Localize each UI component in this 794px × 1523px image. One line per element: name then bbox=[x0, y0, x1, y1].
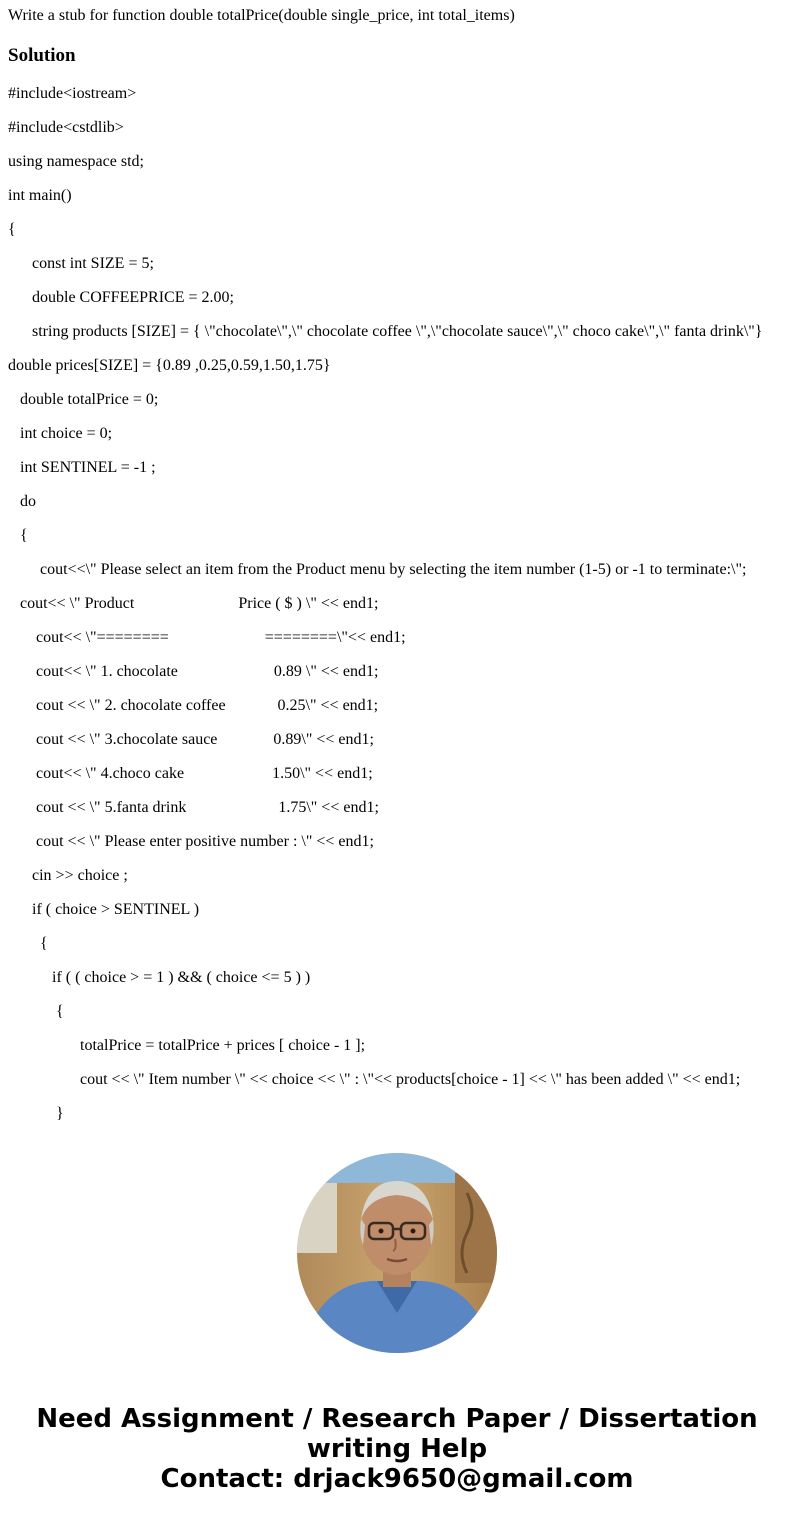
code-line: totalPrice = totalPrice + prices [ choice - 1 ]; bbox=[80, 1037, 366, 1054]
code-line: cout<< \" 1. chocolate 0.89 \" << end1; bbox=[36, 663, 379, 680]
code-line: cout<<\" Please select an item from the Product menu by selecting the item number (1-5) or -1 to terminate:\"; bbox=[40, 561, 747, 578]
banner-line: Need Assignment / Research Paper / Dissertation bbox=[36, 1404, 758, 1434]
solution-heading: Solution bbox=[8, 45, 76, 66]
code-line: double COFFEEPRICE = 2.00; bbox=[32, 289, 234, 306]
code-line: cout << \" Item number \" << choice << \" : \"<< products[choice - 1] << \" has been added \" << end1; bbox=[80, 1071, 741, 1088]
code-line: #include<cstdlib> bbox=[8, 119, 124, 136]
code-line: } bbox=[56, 1105, 64, 1122]
question-text: Write a stub for function double totalPrice(double single_price, int total_items) bbox=[8, 7, 515, 24]
code-line: cout<< \"======== ========\"<< end1; bbox=[36, 629, 406, 646]
code-line: using namespace std; bbox=[8, 153, 144, 170]
code-line: int choice = 0; bbox=[20, 425, 113, 442]
code-line: double totalPrice = 0; bbox=[20, 391, 159, 408]
code-line: { bbox=[40, 935, 48, 952]
author-avatar bbox=[297, 1153, 497, 1353]
code-line: #include<iostream> bbox=[8, 85, 137, 102]
author-portrait bbox=[297, 1153, 497, 1353]
code-line: double prices[SIZE] = {0.89 ,0.25,0.59,1.50,1.75} bbox=[8, 357, 331, 374]
code-line: { bbox=[8, 221, 16, 238]
code-line: cin >> choice ; bbox=[32, 867, 128, 884]
code-line: int main() bbox=[8, 187, 72, 204]
code-line: cout<< \" 4.choco cake 1.50\" << end1; bbox=[36, 765, 373, 782]
code-line: { bbox=[20, 527, 28, 544]
code-line: do bbox=[20, 493, 36, 510]
code-line: if ( ( choice > = 1 ) && ( choice <= 5 ) ) bbox=[52, 969, 311, 986]
code-line: if ( choice > SENTINEL ) bbox=[32, 901, 200, 918]
code-line: cout << \" 3.chocolate sauce 0.89\" << end1; bbox=[36, 731, 374, 748]
code-line: string products [SIZE] = { \"chocolate\",\" chocolate coffee \",\"chocolate sauce\",\" choco cake\",\" fanta drink\"} bbox=[32, 323, 763, 340]
code-line: cout << \" 5.fanta drink 1.75\" << end1; bbox=[36, 799, 379, 816]
banner-line: writing Help bbox=[306, 1434, 488, 1464]
code-line: { bbox=[56, 1003, 64, 1020]
code-line: const int SIZE = 5; bbox=[32, 255, 154, 272]
contact-email: Contact: drjack9650@gmail.com bbox=[160, 1464, 634, 1494]
contact-banner bbox=[0, 1404, 794, 1494]
code-line: cout << \" 2. chocolate coffee 0.25\" << end1; bbox=[36, 697, 379, 714]
code-line: cout<< \" Product Price ( $ ) \" << end1; bbox=[20, 595, 379, 612]
code-line: int SENTINEL = -1 ; bbox=[20, 459, 156, 476]
code-line: cout << \" Please enter positive number : \" << end1; bbox=[36, 833, 374, 850]
